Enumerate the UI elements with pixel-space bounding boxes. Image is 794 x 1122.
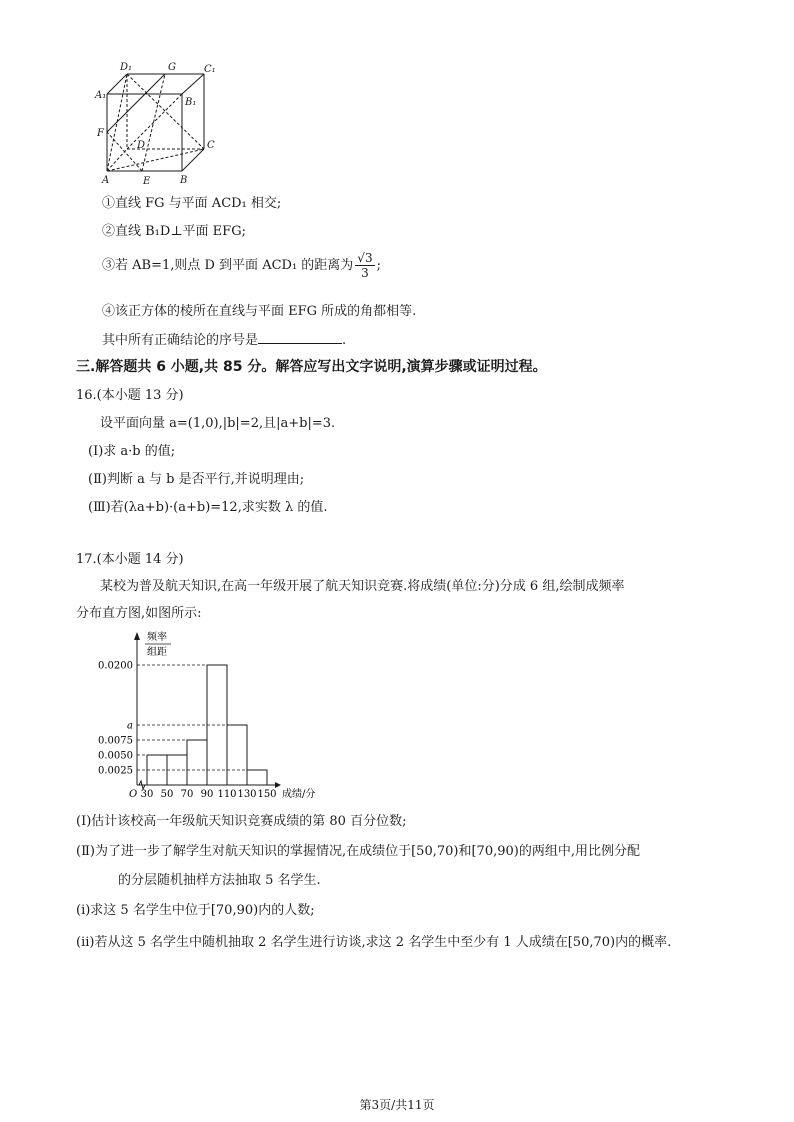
origin-label: O [129, 789, 138, 800]
question-end: . [342, 333, 347, 348]
edge-ad-hidden [107, 149, 127, 171]
y-tick-label: 0.0025 [98, 765, 133, 777]
histogram-bar [247, 770, 267, 785]
cube-figure [92, 56, 222, 191]
x-tick-label: 30 [140, 789, 154, 800]
label-g: G [168, 62, 176, 73]
statement-4: ④该正方体的棱所在直线与平面 EFG 所成的角都相等. [102, 304, 417, 319]
q17-intro-line-2: 分布直方图,如图所示: [76, 606, 202, 621]
statement-3 [102, 251, 381, 280]
statement-2: ②直线 B₁D⊥平面 EFG; [102, 224, 246, 239]
histogram-bar [187, 740, 207, 785]
y-axis-arrow [134, 632, 140, 640]
edge-bc [182, 149, 204, 171]
y-tick-label: 0.0200 [98, 660, 133, 672]
q16-part-2: (Ⅱ)判断 a 与 b 是否平行,并说明理由; [88, 472, 305, 487]
q17-part-2-line-1: (Ⅱ)为了进一步了解学生对航天知识的掌握情况,在成绩位于[50,70)和[70,90)的两组中,用比例分配 [76, 844, 640, 859]
label-a1: A₁ [95, 90, 107, 101]
label-b: B [180, 175, 188, 186]
q16-part-3: (Ⅲ)若(λa+b)·(a+b)=12,求实数 λ 的值. [88, 500, 328, 515]
x-tick-label: 90 [200, 789, 214, 800]
x-tick-label: 150 [257, 789, 277, 800]
label-f: F [97, 128, 104, 139]
q17-part-2-line-2: 的分层随机抽样方法抽取 5 名学生. [118, 873, 321, 888]
answer-blank[interactable] [258, 331, 342, 344]
y-axis-label-denominator: 组距 [147, 647, 167, 658]
label-c1: C₁ [204, 64, 216, 75]
q17-header: 17.(本小题 14 分) [76, 552, 184, 567]
frequency-histogram [95, 628, 355, 806]
statement-3-end: ; [376, 258, 381, 273]
fraction-numerator: √3 [357, 251, 373, 265]
q16-header: 16.(本小题 13 分) [76, 388, 184, 403]
page-footer: 第3页/共11页 [359, 1098, 435, 1112]
histogram-bar [227, 725, 247, 785]
fill-blank-question [102, 331, 346, 350]
x-axis-label: 成绩/分 [282, 789, 316, 800]
x-tick-label: 130 [237, 789, 257, 800]
y-tick-label: 0.0075 [98, 735, 133, 747]
x-tick-label: 110 [217, 789, 237, 800]
q17-part-2-i: (i)求这 5 名学生中位于[70,90)内的人数; [76, 903, 315, 918]
label-d: D [137, 140, 146, 151]
fraction-denominator: 3 [361, 266, 369, 280]
edge-b1c1 [182, 74, 204, 94]
q17-part-1: (Ⅰ)估计该校高一年级航天知识竞赛成绩的第 80 百分位数; [76, 814, 407, 829]
q17-intro-line-1: 某校为普及航天知识,在高一年级开展了航天知识竞赛.将成绩(单位:分)分成 6 组,绘制成频率 [100, 579, 625, 594]
y-tick-label: 0.0050 [98, 750, 133, 762]
statement-3-text: ③若 AB=1,则点 D 到平面 ACD₁ 的距离为 [102, 258, 354, 273]
statement-1: ①直线 FG 与平面 ACD₁ 相交; [102, 196, 282, 211]
y-tick-label: a [127, 720, 133, 732]
q17-part-2-ii: (ii)若从这 5 名学生中随机抽取 2 名学生进行访谈,求这 2 名学生中至少有 1 人成绩在[50,70)内的概率. [76, 935, 672, 950]
x-tick-label: 70 [180, 789, 194, 800]
label-d1: D₁ [120, 62, 133, 73]
diag-b1d-hidden [127, 94, 182, 149]
y-axis-label-numerator: 频率 [147, 632, 167, 643]
label-e: E [143, 176, 151, 187]
q16-part-1: (Ⅰ)求 a·b 的值; [88, 444, 176, 459]
question-text: 其中所有正确结论的序号是 [102, 333, 259, 348]
diag-ac-hidden [107, 149, 204, 171]
label-c: C [207, 140, 215, 151]
x-tick-label: 50 [160, 789, 174, 800]
label-a: A [102, 175, 110, 186]
x-axis-arrow [275, 782, 281, 788]
section-3-title: 三.解答题共 6 小题,共 85 分。解答应写出文字说明,演算步骤或证明过程。 [76, 359, 547, 375]
fraction-sqrt3-over-3 [355, 251, 374, 280]
q16-intro: 设平面向量 a=(1,0),|b|=2,且|a+b|=3. [100, 416, 336, 431]
label-b1: B₁ [185, 97, 197, 108]
